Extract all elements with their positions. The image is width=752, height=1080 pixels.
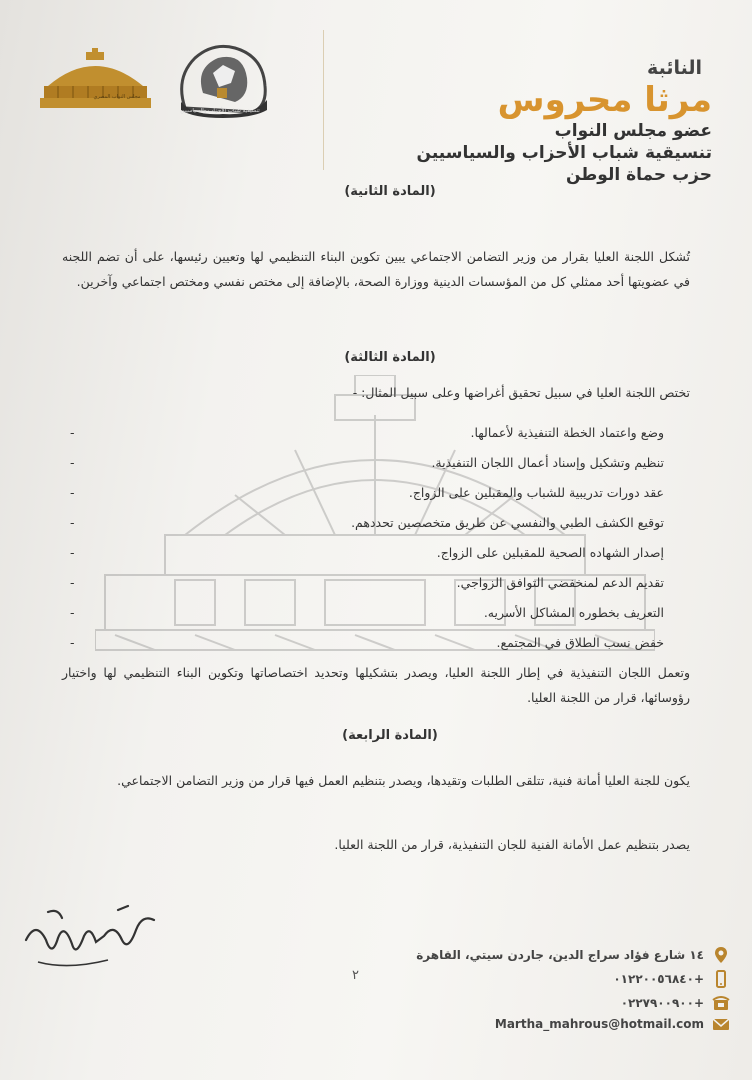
header-divider xyxy=(323,30,324,170)
list-item-text: توقيع الكشف الطبي والنفسي عن طريق متخصصين تحددهم. xyxy=(351,515,664,530)
article3-list xyxy=(70,418,664,658)
list-dash: - xyxy=(70,515,75,530)
address-text: ١٤ شارع فؤاد سراج الدين، جاردن سيتي، القاهرة xyxy=(416,948,704,962)
page-number: ٢ xyxy=(352,968,359,983)
list-dash: - xyxy=(70,425,75,440)
parliament-logo-caption: مجلس النواب المصري xyxy=(93,94,141,100)
article3-intro: تختص اللجنة العليا في سبيل تحقيق أغراضها وعلى سبيل المثال: - xyxy=(352,385,690,400)
telephone-icon xyxy=(712,994,730,1012)
mp-name: مرثا محروس xyxy=(497,80,712,120)
list-dash: - xyxy=(70,455,75,470)
header-info xyxy=(382,58,712,186)
header-logos xyxy=(38,38,308,128)
list-item-text: تنظيم وتشكيل وإسناد أعمال اللجان التنفيذية. xyxy=(431,455,664,470)
article4-title: (المادة الرابعة) xyxy=(342,728,438,743)
phone-text: +٠٢٢٧٩٠٠٩٠٠ xyxy=(620,996,704,1010)
article2-text: تُشكل اللجنة العليا بقرار من وزير التضامن الاجتماعي يبين تكوين البناء التنظيمي لها وتعيين رئيسها، على أن تضم اللجنه في عضويتها أحد ممثلي كل من المؤسسات الدينية ووزارة الصحة، بالإضافة إلى مختص نفسي ومختص اجتماعي وآخرين. xyxy=(62,249,690,289)
list-dash: - xyxy=(70,545,75,560)
list-item xyxy=(70,598,664,628)
contact-email xyxy=(495,1013,730,1035)
contact-address xyxy=(416,944,730,966)
mobile-phone-icon xyxy=(712,970,730,988)
list-dash: - xyxy=(70,605,75,620)
parliament-logo-icon xyxy=(38,48,153,113)
list-item xyxy=(70,478,664,508)
mobile-text: +٠١٢٢٠٠٥٦٨٤٠ xyxy=(613,972,704,986)
article3-title: (المادة الثالثة) xyxy=(344,350,436,365)
article4-text: يكون للجنة العليا أمانة فنية، تتلقى الطلبات وتقيدها، ويصدر بتنظيم العمل فيها قرار من وزير التضامن الاجتماعي. xyxy=(117,773,690,788)
list-item-text: خفض نسب الطلاق في المجتمع. xyxy=(496,635,664,650)
location-pin-icon xyxy=(712,946,730,964)
list-item xyxy=(70,508,664,538)
list-item-text: عقد دورات تدريبية للشباب والمقبلين على الزواج. xyxy=(408,485,664,500)
list-item xyxy=(70,418,664,448)
list-dash: - xyxy=(70,635,75,650)
list-dash: - xyxy=(70,485,75,500)
list-item xyxy=(70,538,664,568)
list-item-text: إصدار الشهاده الصحية للمقبلين على الزواج. xyxy=(436,545,664,560)
email-text[interactable]: Martha_mahrous@hotmail.com xyxy=(494,1017,704,1031)
list-item-text: وضع واعتماد الخطة التنفيذية لأعمالها. xyxy=(470,425,664,440)
contact-phone xyxy=(621,992,730,1014)
article2-title: (المادة الثانية) xyxy=(344,184,436,199)
list-item-text: تقديم الدعم لمنخفضي التوافق الزواجي. xyxy=(456,575,664,590)
header-line-coordination: تنسيقية شباب الأحزاب والسياسيين xyxy=(416,143,712,163)
article3-closing: وتعمل اللجان التنفيذية في إطار اللجنة العليا، ويصدر بتشكيلها وتحديد اختصاصاتها وتكوين البناء التنظيمي لها واختيار رؤوسائها، قرار من اللجنة العليا. xyxy=(62,665,690,705)
list-item xyxy=(70,568,664,598)
coordination-logo-icon xyxy=(173,38,273,118)
list-dash: - xyxy=(70,575,75,590)
header-line-parliament: عضو مجلس النواب xyxy=(554,121,712,141)
list-item xyxy=(70,628,664,658)
signature-icon xyxy=(18,900,168,980)
mp-title: النائبة xyxy=(647,57,702,79)
email-icon xyxy=(712,1015,730,1033)
contact-mobile xyxy=(613,968,730,990)
coordination-logo-caption: تنسيقية شباب الأحزاب والسياسيين xyxy=(180,108,260,114)
list-item xyxy=(70,448,664,478)
header-line-party: حزب حماة الوطن xyxy=(566,165,712,185)
article4-text2: يصدر بتنظيم عمل الأمانة الفنية للجان التنفيذية، قرار من اللجنة العليا. xyxy=(334,837,690,852)
list-item-text: التعريف بخطوره المشاكل الأسريه. xyxy=(483,605,664,620)
